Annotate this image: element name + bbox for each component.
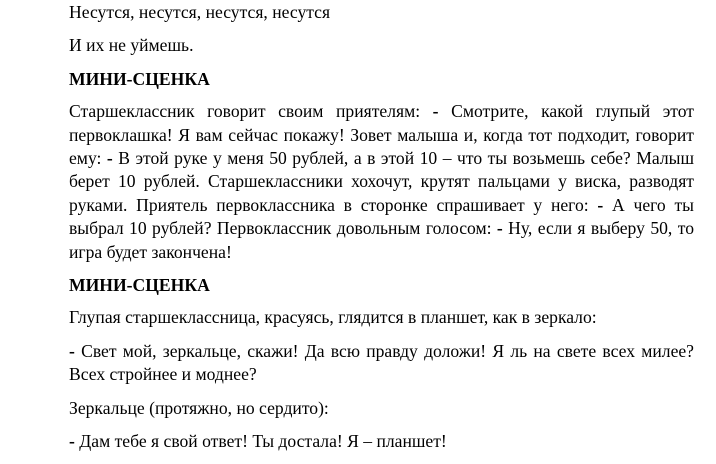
text-run: Старшеклассник говорит своим приятелям: <box>69 101 433 122</box>
dash-marker: - <box>69 431 75 452</box>
scene-2-paragraph-1: Глупая старшеклассница, красуясь, глядится в планшет, как в зеркало: <box>69 307 597 328</box>
text-run: Свет мой, зеркальце, скажи! Да всю правду доложи! Я ль на свете всех милее? Всех стройнее и моднее? <box>69 340 694 385</box>
dash-marker: - <box>69 340 75 361</box>
poem-line-2: И их не уймешь. <box>69 35 194 56</box>
dash-marker: - <box>597 194 604 215</box>
dash-marker: - <box>106 148 113 169</box>
text-run: Ну, если я выберу 50, то игра будет закончена! <box>69 218 694 262</box>
dash-marker: - <box>496 218 503 239</box>
document-page <box>69 0 694 464</box>
text-run: Смотрите, какой глупый этот первоклашка! Я вам сейчас покажу! Зовет малыша и, когда тот подходит, говорит ему: <box>69 101 694 169</box>
scene-2-heading: МИНИ-СЦЕНКА <box>69 275 210 296</box>
dash-marker: - <box>432 101 439 122</box>
poem-line-1: Несутся, несутся, несутся, несутся <box>69 2 331 22</box>
text-run: А чего ты выбрал 10 рублей? Первоклассник довольным голосом: <box>69 194 694 239</box>
text-run: Дам тебе я свой ответ! Ты достала! Я – планшет! <box>74 431 447 452</box>
text-run: В этой руке у меня 50 рублей, а в этой 10 – что ты возьмешь себе? Малыш берет 10 рублей. Старшеклассники хохочут, крутят пальцами у виска, разводят руками. Приятель первоклассника в сторонке спрашивает у него: <box>69 148 694 215</box>
scene-2-paragraph-3: Зеркальце (протяжно, но сердито): <box>69 397 329 418</box>
scene-2-paragraph-4 <box>69 430 694 453</box>
scene-1-heading: МИНИ-СЦЕНКА <box>69 68 210 89</box>
scene-1-paragraph <box>69 100 694 264</box>
scene-2-paragraph-2 <box>69 340 694 387</box>
